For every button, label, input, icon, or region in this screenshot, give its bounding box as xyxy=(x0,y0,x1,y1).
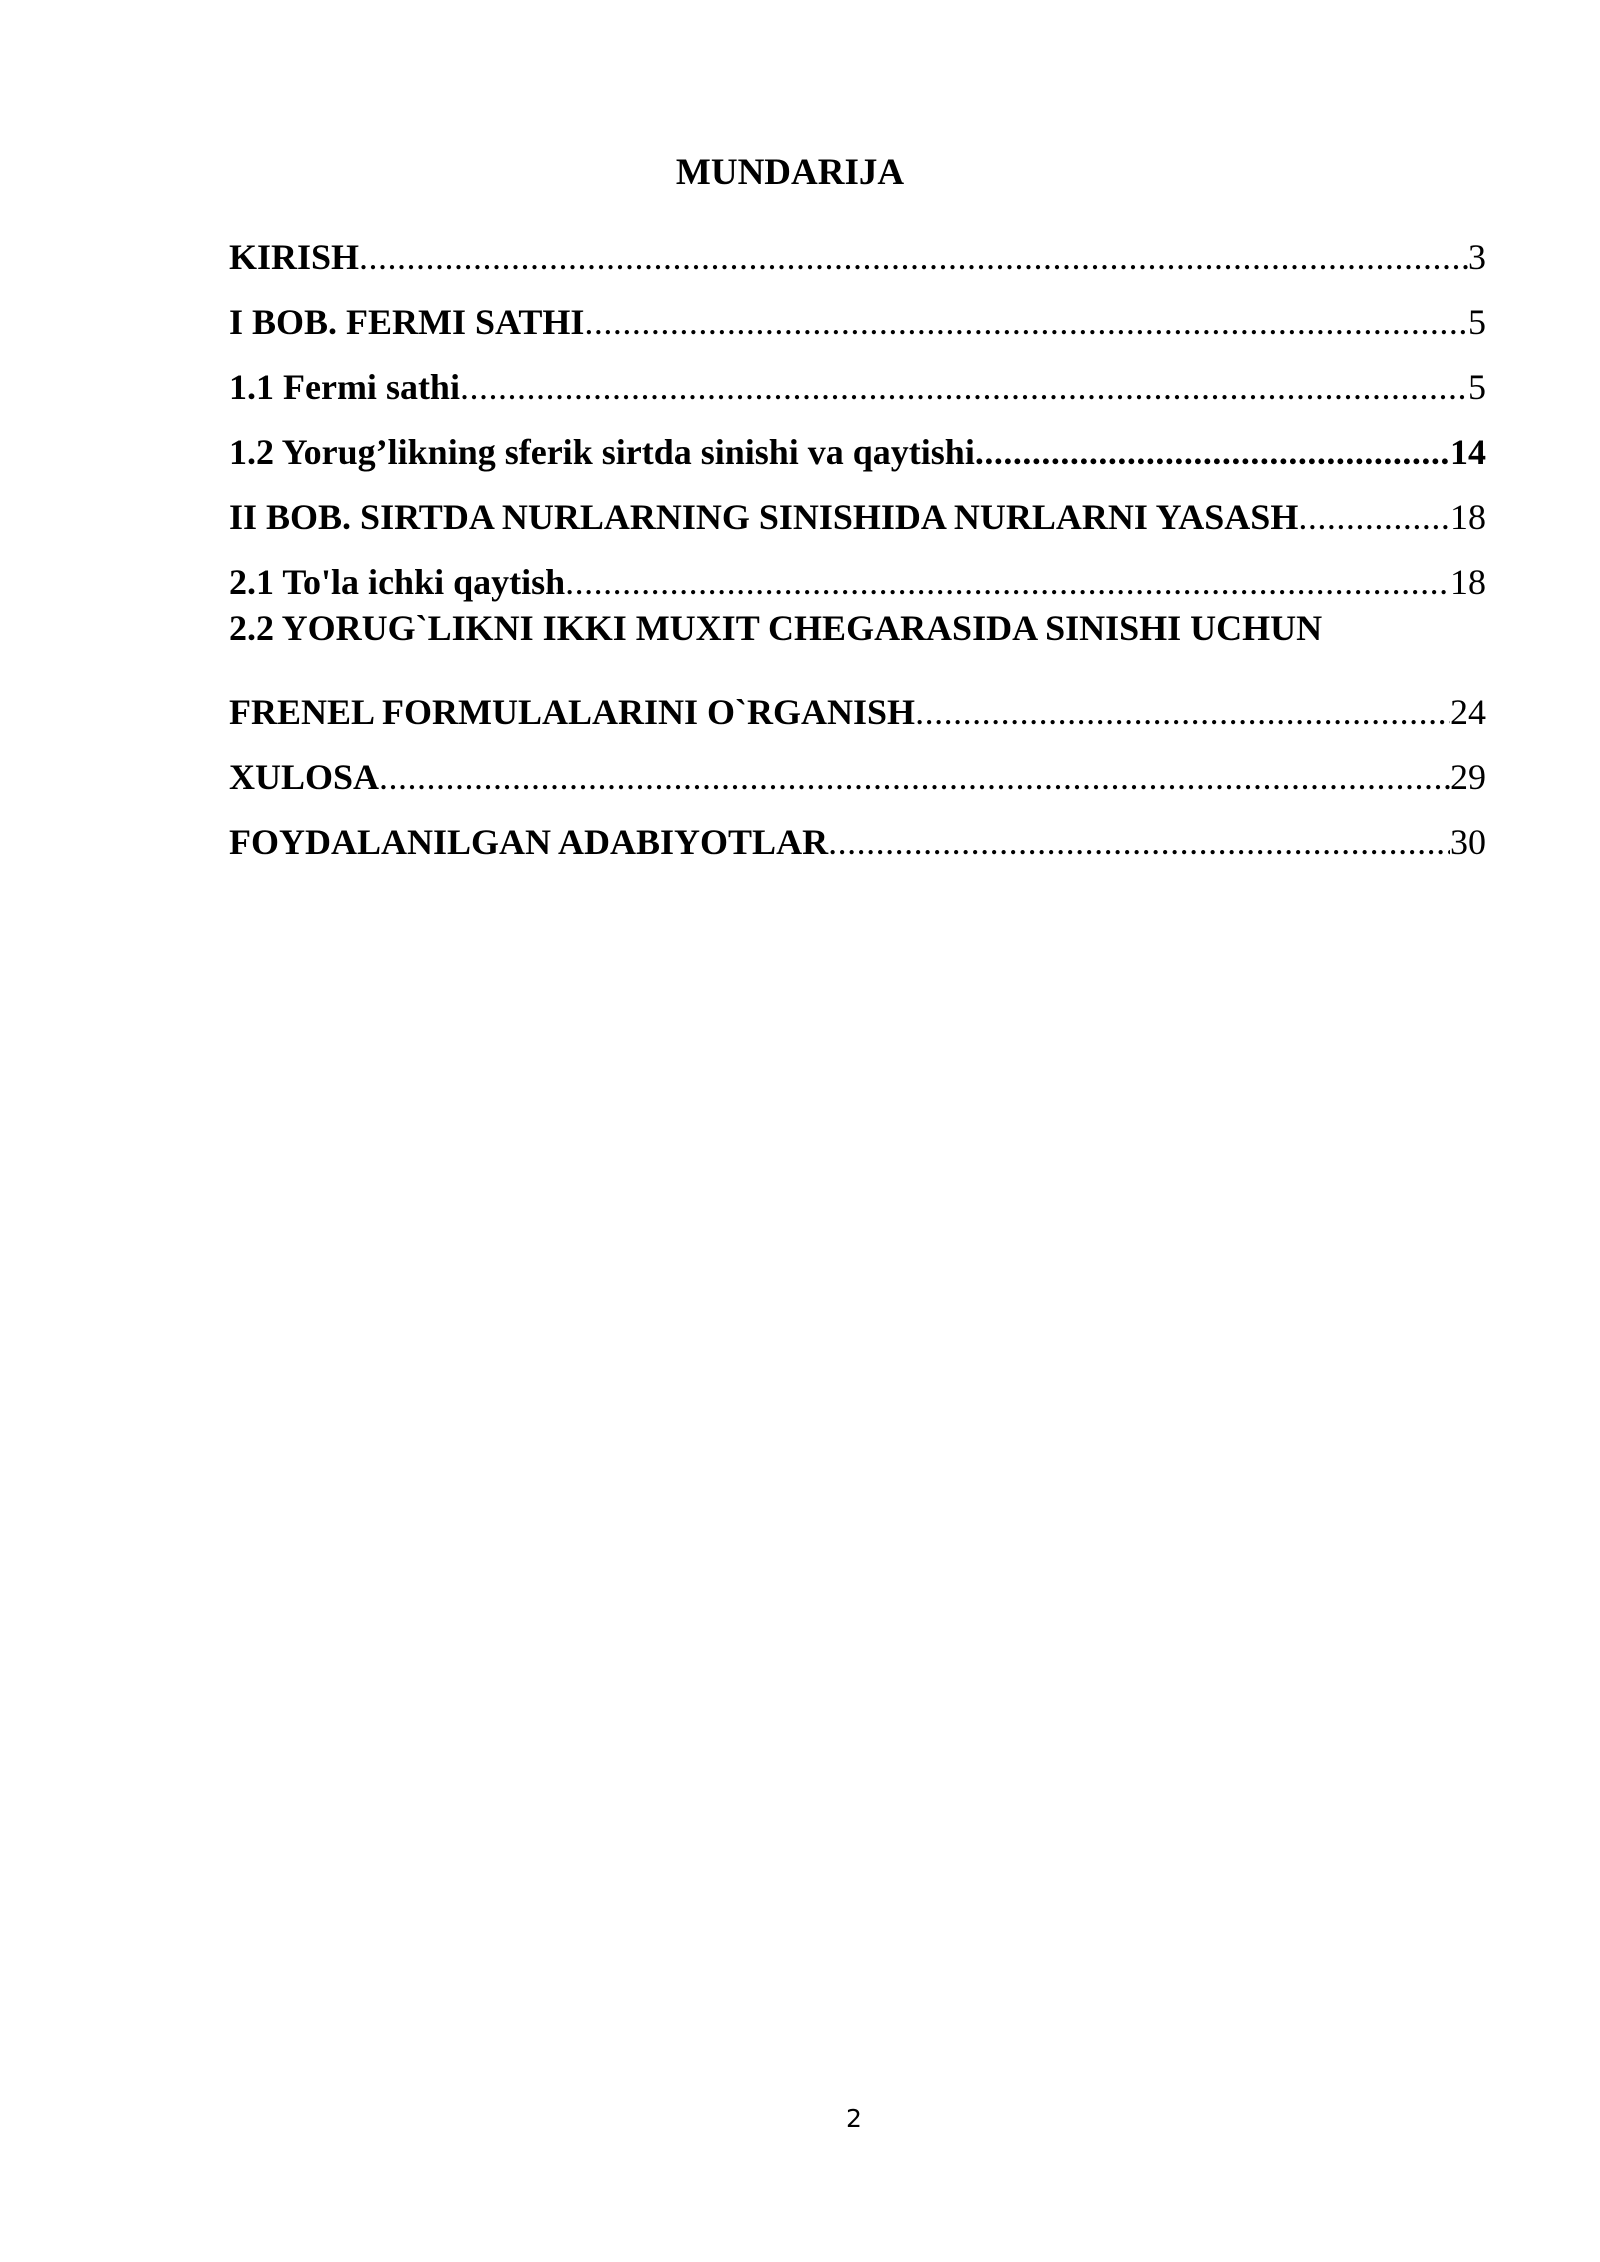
toc-entry-page: 29 xyxy=(1450,757,1486,797)
toc-dot-leader xyxy=(828,819,1450,865)
toc-entry-page: 30 xyxy=(1450,822,1486,862)
toc-dot-leader xyxy=(975,429,1450,475)
toc-entry-label: FRENEL FORMULALARINI O`RGANISH xyxy=(229,692,916,732)
toc-dot-leader xyxy=(359,234,1468,280)
toc-entry-page: 18 xyxy=(1450,497,1486,537)
toc-entry-label: XULOSA xyxy=(229,757,380,797)
toc-dot-leader xyxy=(915,689,1450,735)
page-number: 2 xyxy=(846,2104,862,2133)
toc-entry-kirish[interactable] xyxy=(229,215,1486,280)
toc-entry-label: II BOB. SIRTDA NURLARNING SINISHIDA NURLARNI YASASH xyxy=(229,497,1299,537)
toc-entry-label: I BOB. FERMI SATHI xyxy=(229,302,585,342)
toc-entry-section-2-2-line2[interactable] xyxy=(229,670,1486,735)
toc-entry-page: 5 xyxy=(1468,367,1486,407)
toc-entry-label: 2.1 To'la ichki qaytish xyxy=(229,562,566,602)
toc-dot-leader xyxy=(460,364,1468,410)
toc-entry-label: 2.2 YORUG`LIKNI IKKI MUXIT CHEGARASIDA SINISHI UCHUN xyxy=(229,608,1323,648)
toc-dot-leader xyxy=(1298,494,1450,540)
toc-entry-label: KIRISH xyxy=(229,237,360,277)
toc-dot-leader xyxy=(584,299,1468,345)
toc-title xyxy=(0,150,1600,196)
toc-entry-section-1-1[interactable] xyxy=(229,345,1486,410)
toc-entry-references[interactable] xyxy=(229,800,1486,865)
toc-entry-page: 18 xyxy=(1450,562,1486,602)
toc-entry-section-2-1[interactable] xyxy=(229,540,1486,605)
toc-entry-xulosa[interactable] xyxy=(229,735,1486,800)
toc-entry-chapter-2[interactable] xyxy=(229,475,1486,540)
toc-entry-label: 1.1 Fermi sathi xyxy=(229,367,460,407)
toc-dot-leader xyxy=(565,559,1450,605)
toc-entry-page: 5 xyxy=(1468,302,1486,342)
toc-entry-page: 24 xyxy=(1450,692,1486,732)
toc-entry-page: 14 xyxy=(1450,432,1486,472)
page-number-footer xyxy=(0,2103,1600,2135)
toc-entry-label: 1.2 Yorug’likning sferik sirtda sinishi va qaytishi xyxy=(229,432,975,472)
toc-entry-section-2-2-line1[interactable] xyxy=(229,605,1486,670)
toc-entry-chapter-1[interactable] xyxy=(229,280,1486,345)
toc-dot-leader xyxy=(379,754,1450,800)
toc-entry-page: 3 xyxy=(1468,237,1486,277)
toc-title-text: MUNDARIJA xyxy=(675,152,905,193)
toc-entry-label: FOYDALANILGAN ADABIYOTLAR xyxy=(229,822,829,862)
toc-entry-section-1-2[interactable] xyxy=(229,410,1486,475)
table-of-contents xyxy=(229,215,1486,865)
